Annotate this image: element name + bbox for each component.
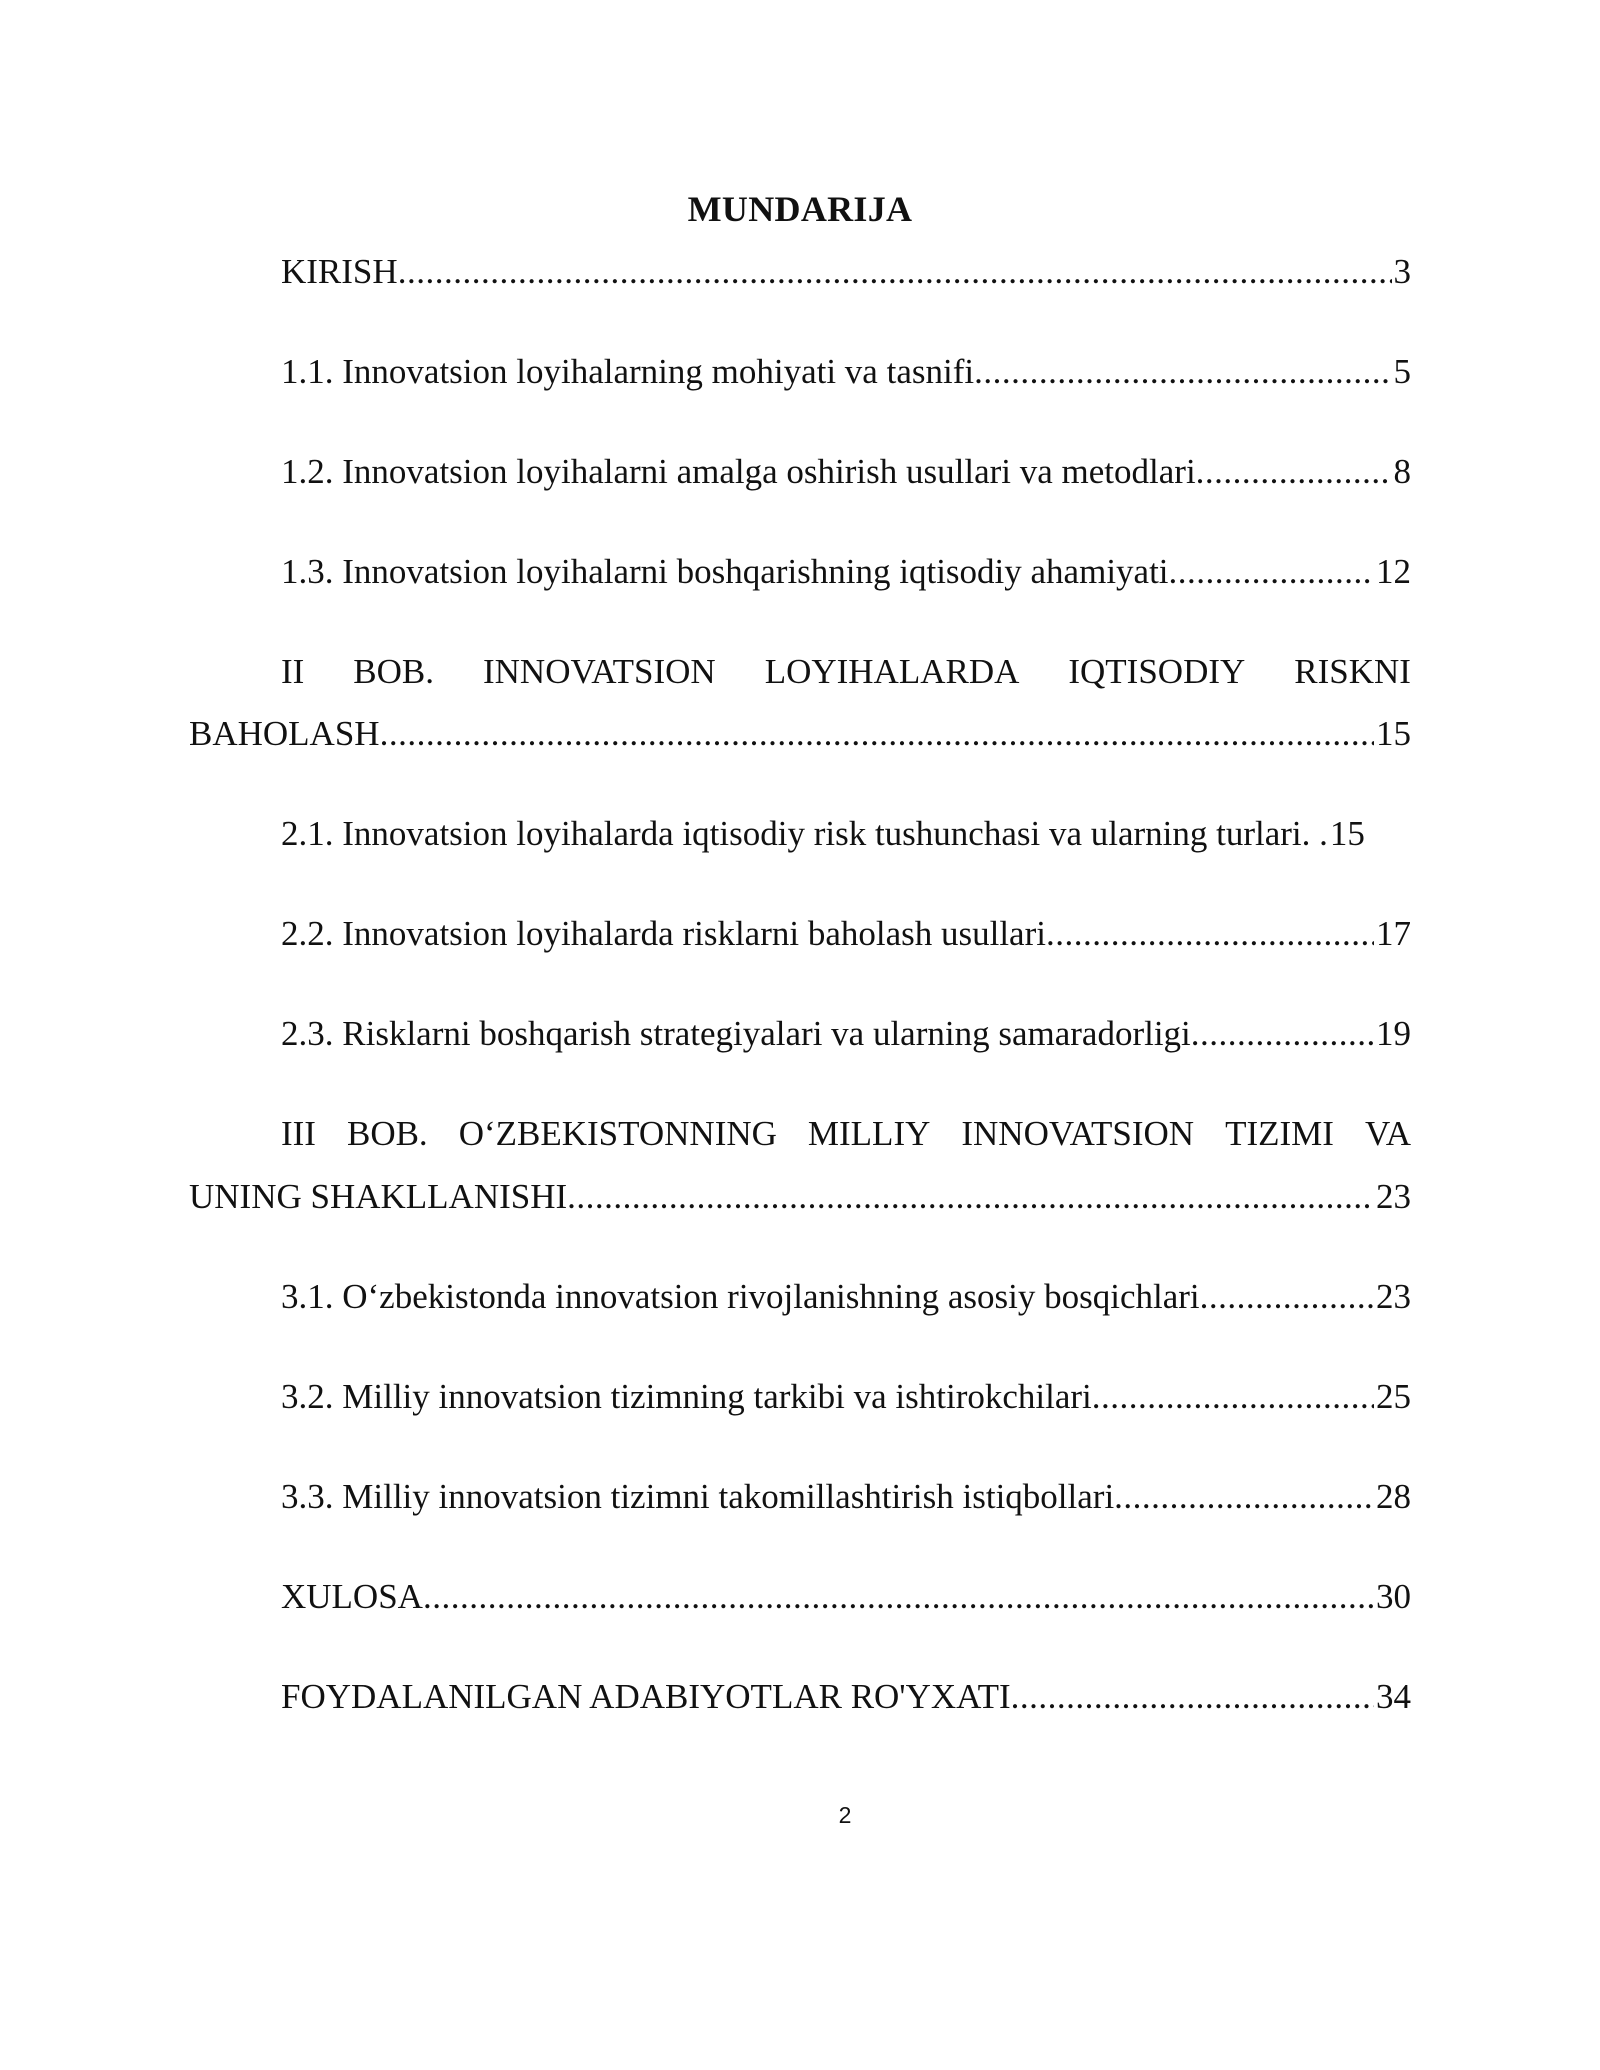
toc-chapter-word: LOYIHALARDA bbox=[764, 652, 1020, 691]
toc-entry-page: 34 bbox=[1376, 1677, 1411, 1716]
toc-entry-3-2[interactable] bbox=[281, 1375, 1411, 1419]
toc-chapter-word: BOB. bbox=[353, 652, 435, 691]
toc-chapter-word: INNOVATSION bbox=[483, 652, 716, 691]
toc-entry-label: UNING SHAKLLANISHI bbox=[189, 1177, 568, 1216]
toc-entry-page: 30 bbox=[1376, 1577, 1411, 1616]
toc-entry-label: 1.3. Innovatsion loyihalarni boshqarishning iqtisodiy ahamiyati bbox=[281, 552, 1169, 591]
footer-page-number: 2 bbox=[838, 1802, 852, 1828]
toc-entry-1-2[interactable] bbox=[281, 450, 1411, 494]
toc-leader-dots bbox=[1011, 1675, 1374, 1719]
toc-chapter-word: BOB. bbox=[346, 1114, 428, 1153]
toc-entry-label: 3.2. Milliy innovatsion tizimning tarkibi va ishtirokchilari bbox=[281, 1377, 1092, 1416]
toc-entry-page: 23 bbox=[1376, 1277, 1411, 1316]
toc-chapter-word: VA bbox=[1364, 1114, 1411, 1153]
toc-entry-3-1[interactable] bbox=[281, 1275, 1411, 1319]
toc-chapter-word: RISKNI bbox=[1294, 652, 1411, 691]
toc-chapter-2-line2[interactable] bbox=[189, 712, 1411, 756]
toc-leader-dots bbox=[398, 250, 1392, 294]
toc-leader-dots bbox=[974, 350, 1391, 394]
toc-leader-dots bbox=[1200, 1275, 1374, 1319]
toc-entry-xulosa[interactable] bbox=[281, 1575, 1411, 1619]
toc-entry-1-1[interactable] bbox=[281, 350, 1411, 394]
toc-chapter-word: TIZIMI bbox=[1225, 1114, 1334, 1153]
toc-entry-label: 2.3. Risklarni boshqarish strategiyalari va ularning samaradorligi bbox=[281, 1014, 1191, 1053]
toc-entry-references[interactable] bbox=[281, 1675, 1411, 1719]
toc-leader-dots bbox=[1114, 1475, 1374, 1519]
toc-chapter-2-line1[interactable] bbox=[281, 650, 1411, 694]
toc-entry-label: 2.2. Innovatsion loyihalarda risklarni baholash usullari bbox=[281, 914, 1046, 953]
toc-entry-2-2[interactable] bbox=[281, 912, 1411, 956]
toc-leader-dots bbox=[423, 1575, 1374, 1619]
toc-entry-label: 1.2. Innovatsion loyihalarni amalga oshirish usullari va metodlari bbox=[281, 452, 1196, 491]
toc-entry-kirish[interactable] bbox=[281, 250, 1411, 294]
toc-entry-page: 5 bbox=[1393, 352, 1411, 391]
toc-leader-dots bbox=[1092, 1375, 1374, 1419]
toc-entry-page: 28 bbox=[1376, 1477, 1411, 1516]
toc-chapter-word: II bbox=[281, 652, 305, 691]
toc-leader-dots bbox=[567, 1175, 1374, 1219]
toc-entry-label: 3.3. Milliy innovatsion tizimni takomillashtirish istiqbollari bbox=[281, 1477, 1115, 1516]
toc-entry-page: 12 bbox=[1376, 552, 1411, 591]
toc-chapter-word: IQTISODIY bbox=[1068, 652, 1246, 691]
toc-entry-label: 1.1. Innovatsion loyihalarning mohiyati va tasnifi bbox=[281, 352, 975, 391]
toc-entry-label: FOYDALANILGAN ADABIYOTLAR RO'YXATI bbox=[281, 1677, 1011, 1716]
toc-leader-dots bbox=[1196, 450, 1392, 494]
toc-entry-page: 15 bbox=[1376, 714, 1411, 753]
toc-entry-label: BAHOLASH bbox=[189, 714, 380, 753]
toc-entry-page: 23 bbox=[1376, 1177, 1411, 1216]
toc-entry-label: KIRISH bbox=[281, 252, 398, 291]
toc-entry-page: 15 bbox=[1329, 814, 1365, 853]
toc-entry-1-3[interactable] bbox=[281, 550, 1411, 594]
toc-entry-label: XULOSA bbox=[281, 1577, 423, 1616]
page-title: MUNDARIJA bbox=[687, 189, 913, 229]
toc-chapter-word: INNOVATSION bbox=[961, 1114, 1195, 1153]
toc-entry-label: 3.1. O‘zbekistonda innovatsion rivojlanishning asosiy bosqichlari bbox=[281, 1277, 1200, 1316]
toc-entry-page: 8 bbox=[1393, 452, 1411, 491]
toc-entry-label: 2.1. Innovatsion loyihalarda iqtisodiy risk tushunchasi va ularning turlari. . bbox=[281, 814, 1328, 853]
toc-chapter-3-line2[interactable] bbox=[189, 1175, 1411, 1219]
toc-entry-page: 17 bbox=[1376, 914, 1411, 953]
toc-chapter-3-line1[interactable] bbox=[281, 1112, 1411, 1156]
toc-entry-page: 19 bbox=[1376, 1014, 1411, 1053]
toc-leader-dots bbox=[1169, 550, 1374, 594]
toc-leader-dots bbox=[1046, 912, 1374, 956]
toc-entry-page: 3 bbox=[1393, 252, 1411, 291]
toc-entry-2-1[interactable] bbox=[281, 812, 1411, 856]
toc-leader-dots bbox=[1191, 1012, 1374, 1056]
toc-entry-2-3[interactable] bbox=[281, 1012, 1411, 1056]
toc-chapter-word: O‘ZBEKISTONNING bbox=[458, 1114, 777, 1153]
toc-chapter-word: MILLIY bbox=[807, 1114, 931, 1153]
toc-entry-page: 25 bbox=[1376, 1377, 1411, 1416]
toc-leader-dots bbox=[380, 712, 1374, 756]
toc-chapter-word: III bbox=[281, 1114, 316, 1153]
toc-entry-3-3[interactable] bbox=[281, 1475, 1411, 1519]
